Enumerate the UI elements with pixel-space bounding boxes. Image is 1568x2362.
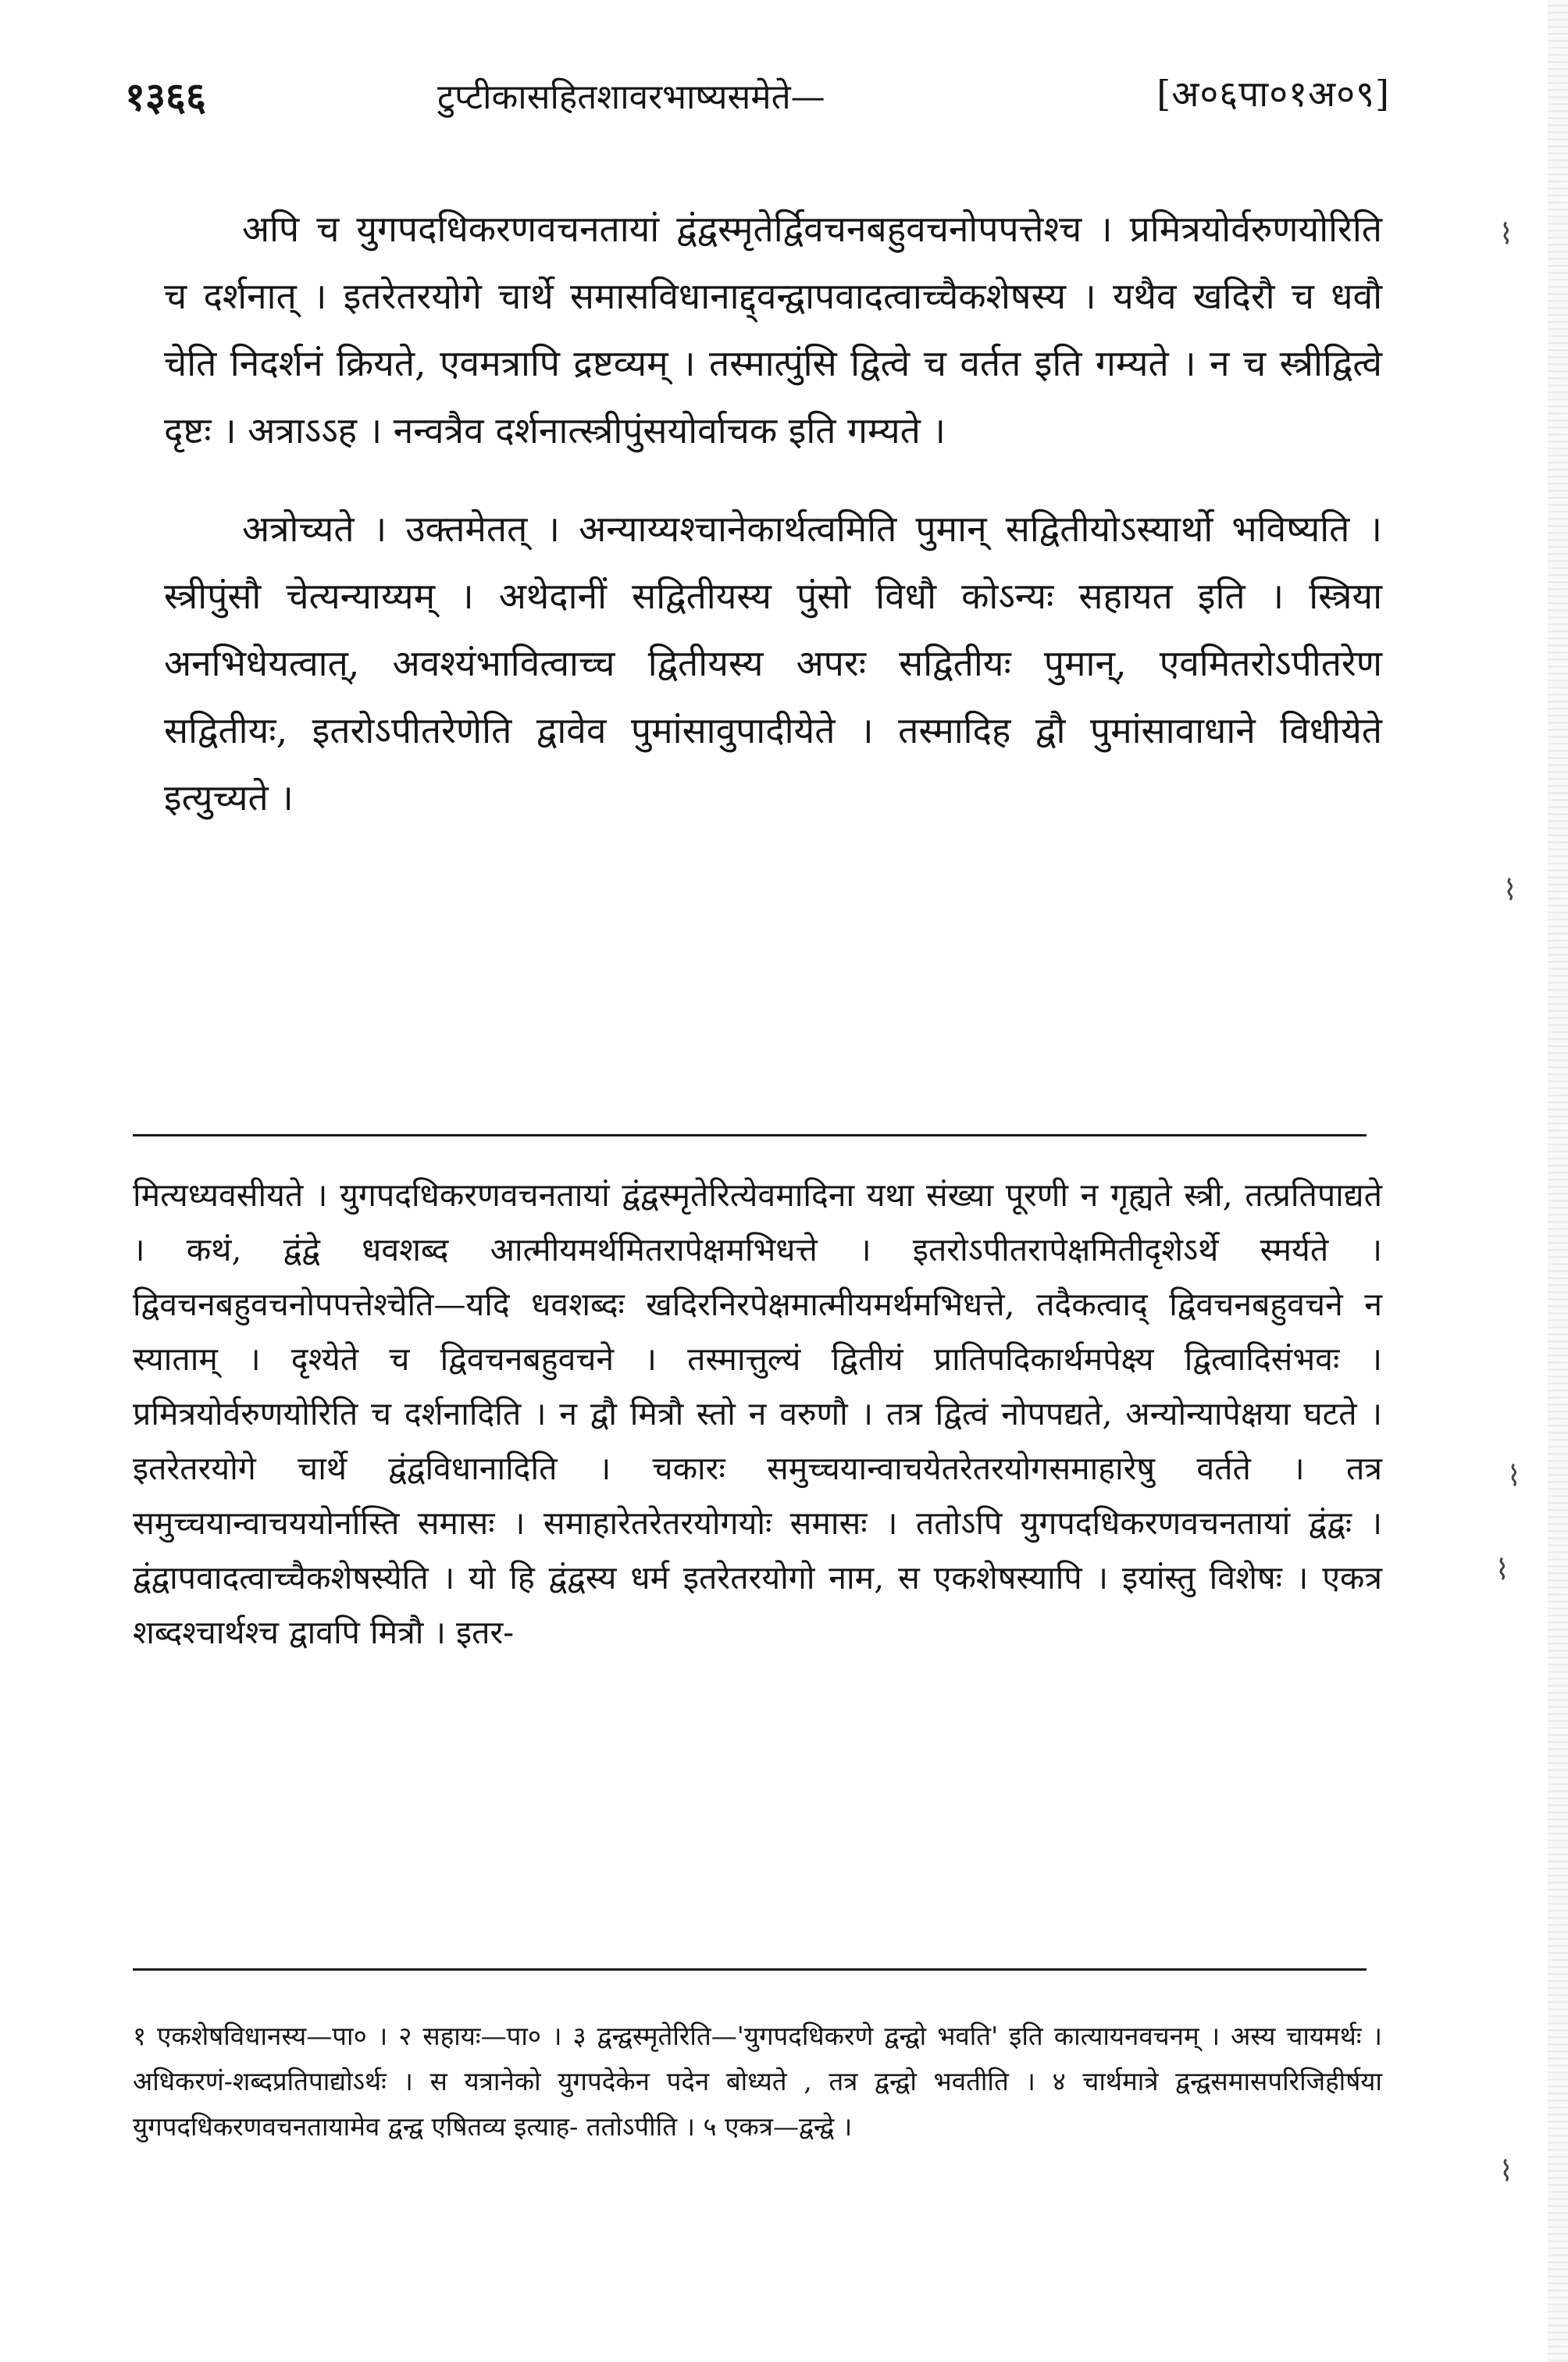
margin-mark-icon: ⌇	[1499, 219, 1513, 251]
separator-rule-footnotes	[133, 1968, 1367, 1971]
margin-mark-icon: ⌇	[1499, 2156, 1513, 2188]
bhashya-paragraph-1: अपि च युगपदधिकरणवचनतायां द्वंद्वस्मृतेर्द्विवचनबहुवचनोपपत्तेश्च । प्रमित्रयोर्वरुणयोरिति च दर्शनात् । इतरेतरयोगे चार्थे समासविधानाद्द्वन्द्वापवादत्वाच्चैकशेषस्य । यथैव खदिरौ च धवौ चेति निदर्शनं क्रियते, एवमत्रापि द्रष्टव्यम् । तस्मात्पुंसि द्वित्वे च वर्तत इति गम्यते । न च स्त्रीद्वित्वे दृष्टः । अत्राऽऽह । नन्वत्रैव दर्शनात्स्त्रीपुंसयोर्वाचक इति गम्यते ।	[164, 208, 1382, 451]
bhashya-paragraph-2: अत्रोच्यते । उक्तमेतत् । अन्याय्यश्चानेकार्थत्वमिति पुमान् सद्वितीयोऽस्यार्थो भविष्यति । स्त्रीपुंसौ चेत्यन्याय्यम् । अथेदानीं सद्वितीयस्य पुंसो विधौ कोऽन्यः सहायत इति । स्त्रिया अनभिधेयत्वात्, अवश्यंभावित्वाच्च द्वितीयस्य अपरः सद्वितीयः पुमान्, एवमितरोऽपीतरेण सद्वितीयः, इतरोऽपीतरेणेति द्वावेव पुमांसावुपादीयेते । तस्मादिह द्वौ पुमांसावाधाने विधीयेते इत्युच्यते ।	[164, 508, 1382, 819]
tika-commentary	[133, 1168, 1382, 1660]
running-header	[125, 69, 1406, 131]
footnotes	[133, 2014, 1382, 2150]
footnotes-text: १ एकशेषविधानस्य—पा० । २ सहायः—पा० । ३ द्वन्द्वस्मृतेरिति—'युगपदधिकरणे द्वन्द्वो भवति' इति कात्यायनवचनम् । अस्य चायमर्थः । अधिकरणं-शब्दप्रतिपाद्योऽर्थः । स यत्रानेको युगपदेकेन पदेन बोध्यते , तत्र द्वन्द्वो भवतीति । ४ चार्थमात्रे द्वन्द्वसमासपरिजिहीर्षया युगपदधिकरणवचनतायामेव द्वन्द्व एषितव्य इत्याह- ततोऽपीति । ५ एकत्र—द्वन्द्वे ।	[133, 2021, 1382, 2142]
margin-mark-icon: ⌇	[1503, 875, 1517, 907]
margin-mark-icon: ⌇	[1495, 1554, 1509, 1586]
tika-paragraph: मित्यध्यवसीयते । युगपदधिकरणवचनतायां द्वंद्वस्मृतेरित्येवमादिना यथा संख्या पूरणी न गृह्यते स्त्री, तत्प्रतिपाद्यते । कथं, द्वंद्वे धवशब्द आत्मीयमर्थमितरापेक्षमभिधत्ते । इतरोऽपीतरापेक्षमितीदृशेऽर्थे स्मर्यते । द्विवचनबहुवचनोपपत्तेश्चेति—यदि धवशब्दः खदिरनिरपेक्षमात्मीयमर्थमभिधत्ते, तदैकत्वाद् द्विवचनबहुवचने न स्याताम् । दृश्येते च द्विवचनबहुवचने । तस्मात्तुल्यं द्वितीयं प्रातिपदिकार्थमपेक्ष्य द्वित्वादिसंभवः । प्रमित्रयोर्वरुणयोरिति च दर्शनादिति । न द्वौ मित्रौ स्तो न वरुणौ । तत्र द्वित्वं नोपपद्यते, अन्योन्यापेक्षया घटते । इतरेतरयोगे चार्थे द्वंद्वविधानादिति । चकारः समुच्चयान्वाचयेतरेतरयोगसमाहारेषु वर्तते । तत्र समुच्चयान्वाचययोर्नास्ति समासः । समाहारेतरेतरयोगयोः समासः । ततोऽपि युगपदधिकरणवचनतायां द्वंद्वः । द्वंद्वापवादत्वाच्चैकशेषस्येति । यो हि द्वंद्वस्य धर्म इतरेतरयोगो नाम, स एकशेषस्यापि । इयांस्तु विशेषः । एकत्र शब्दश्चार्थश्च द्वावपि मित्रौ । इतर-	[133, 1176, 1382, 1651]
separator-rule-top	[133, 1134, 1367, 1136]
page-edge-shadow	[1548, 0, 1568, 2362]
bhashya-text	[164, 195, 1382, 862]
page-number: १३६६	[125, 73, 206, 120]
margin-mark-icon: ⌇	[1507, 1461, 1521, 1493]
running-title: टुप्टीकासहितशावरभाष्यसमेते—	[437, 77, 825, 117]
section-reference: [अ०६पा०१अ०९]	[1156, 73, 1390, 115]
